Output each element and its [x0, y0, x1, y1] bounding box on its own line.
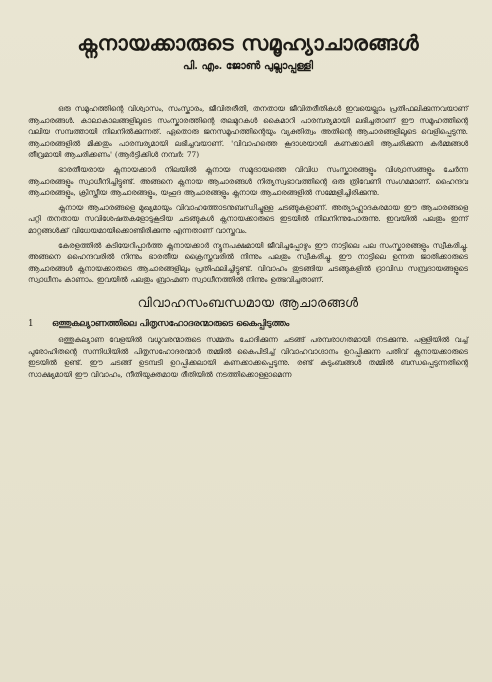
subsection-title: ഒത്തുകല്യാണത്തിലെ പിതൃസഹോദരന്മാരുടെ കൈപ്പിടുത്തം: [52, 318, 290, 329]
subsection-heading: [28, 319, 468, 329]
article-author: പി. എം. ജോൺ പുല്ലാപ്പള്ളി: [182, 60, 314, 72]
section-heading: വിവാഹസംബന്ധമായ ആചാരങ്ങൾ: [137, 295, 359, 311]
body-paragraph: ഒരു സമൂഹത്തിന്റെ വിശ്വാസം, സംസ്കാരം, ജീവിതരീതി, തനതായ ജീവിതരീതികൾ ഇവയെല്ലാം പ്രതിഫലിക്കുന്നവയാണ് ആചാരങ്ങൾ. കാലാകാലങ്ങളിലൂടെ സംസ്കാരത്തിന്റെ തലമുറകൾ കൈമാറി പാരമ്പര്യമായി ലഭിച്ചതാണ് ഈ സമൂഹത്തിന്റെ വലിയ സമ്പത്തായി നിലനിൽക്കുന്നത്. ഏതൊരു ജനസമൂഹത്തിന്റെയും വ്യക്തിത്വം അതിന്റെ ആചാരങ്ങളിലൂടെ വെളിപ്പെടുന്നു. ആചാരങ്ങളിൽ മിക്കതും പാരമ്പര്യമായി ലഭിച്ചവയാണ്. 'വിവാഹത്തെ കൂദാശയായി കണക്കാക്കി ആചരിക്കുന്ന കർമ്മങ്ങൾ തീവ്രമായി ആചരിക്കണം' (ആർട്ടിക്കിൾ നമ്പർ: 77): [28, 104, 468, 160]
subsection-number: 1: [28, 318, 34, 329]
article-title: ക്നനായക്കാരുടെ സമൂഹ്യാചാരങ്ങൾ: [77, 30, 419, 55]
body-paragraph: കേരളത്തിൽ കുടിയേറിപ്പാർത്ത ക്നനായക്കാർ ന്യൂനപക്ഷമായി ജീവിച്ചപ്പോഴും ഈ നാട്ടിലെ പല സംസ്കാരങ്ങളും സ്വീകരിച്ചു. അങ്ങനെ ഹൈന്ദവരിൽ നിന്നും ഭാരതീയ ക്രൈസ്തവരിൽ നിന്നും പലതും സ്വീകരിച്ചു. ഈ നാട്ടിലെ ഉന്നത ജാതിക്കാരുടെ ആചാരങ്ങൾ ക്നനായക്കാരുടെ ആചാരങ്ങളിലും പ്രതിഫലിച്ചിട്ടുണ്ട്. വിവാഹം തുടങ്ങിയ ചടങ്ങുകളിൽ ദ്രാവിഡ സമ്പ്രദായങ്ങളുടെ സ്വാധീനം കാണാം. ഇവയിൽ പലതും ബ്രാഹ്മണ സ്വാധീനത്തിൽ നിന്നും ഉത്ഭവിച്ചതാണ്.: [28, 240, 468, 285]
body-paragraph: ഭാരതീയരായ ക്നനായക്കാർ നിലയിൽ ക്നനായ സമുദായത്തെ വിവിധ സംസ്കാരങ്ങളും വിശ്വാസങ്ങളും ചേർന്ന ആചാരങ്ങളും സ്വാധീനിച്ചിട്ടുണ്ട്. അങ്ങനെ ക്നനായ ആചാരങ്ങൾ നിത്യസ്വഭാവത്തിന്റെ ഒരു ത്രിവേണി സംഗമമാണ്. ഹൈന്ദവ ആചാരങ്ങളും, ക്രിസ്തീയ ആചാരങ്ങളും, യഹൂദ ആചാരങ്ങളും ക്നനായ ആചാരങ്ങളിൽ സമ്മേളിച്ചിരിക്കുന്നു.: [28, 164, 468, 198]
body-paragraph: ഒത്തുകല്യാണ വേളയിൽ വധൂവരന്മാരുടെ സമ്മതം ചോദിക്കുന്ന ചടങ്ങ് പരമ്പരാഗതമായി നടക്കുന്നു. പള്ളിയിൽ വച്ച് പുരോഹിതന്റെ സന്നിധിയിൽ പിതൃസഹോദരന്മാർ തമ്മിൽ കൈപിടിച്ച് വിവാഹവാഗ്ദാനം ഉറപ്പിക്കുന്ന പതിവ് ക്നനായക്കാരുടെ ഇടയിൽ ഉണ്ട്. ഈ ചടങ്ങ് ഉടമ്പടി ഉറപ്പിക്കലായി കണക്കാക്കപ്പെടുന്നു. രണ്ട് കുടുംബങ്ങൾ തമ്മിൽ ബന്ധപ്പെടുന്നതിന്റെ സാക്ഷ്യമായി ഈ വിവാഹം, നീതിയുക്തമായ രീതിയിൽ നടത്തിക്കൊള്ളാമെന്ന: [28, 334, 468, 379]
body-paragraph: ക്നനായ ആചാരങ്ങളെ മുഖ്യമായും വിവാഹത്തോടനുബന്ധിച്ചുള്ള ചടങ്ങുകളാണ്. അത്യാഹ്ലാദകരമായ ഈ ആചാരങ്ങളെ പറ്റി തനതായ സവിശേഷതകളോടുകൂടിയ ചടങ്ങുകൾ ക്നനായക്കാരുടെ ഇടയിൽ നിലനിന്നുപോരുന്നു. ഇവയിൽ പലതും ഇന്ന് മാറ്റങ്ങൾക്ക് വിധേയമായിക്കൊണ്ടിരിക്കുന്നു എന്നതാണ് വാസ്തവം.: [28, 202, 468, 235]
